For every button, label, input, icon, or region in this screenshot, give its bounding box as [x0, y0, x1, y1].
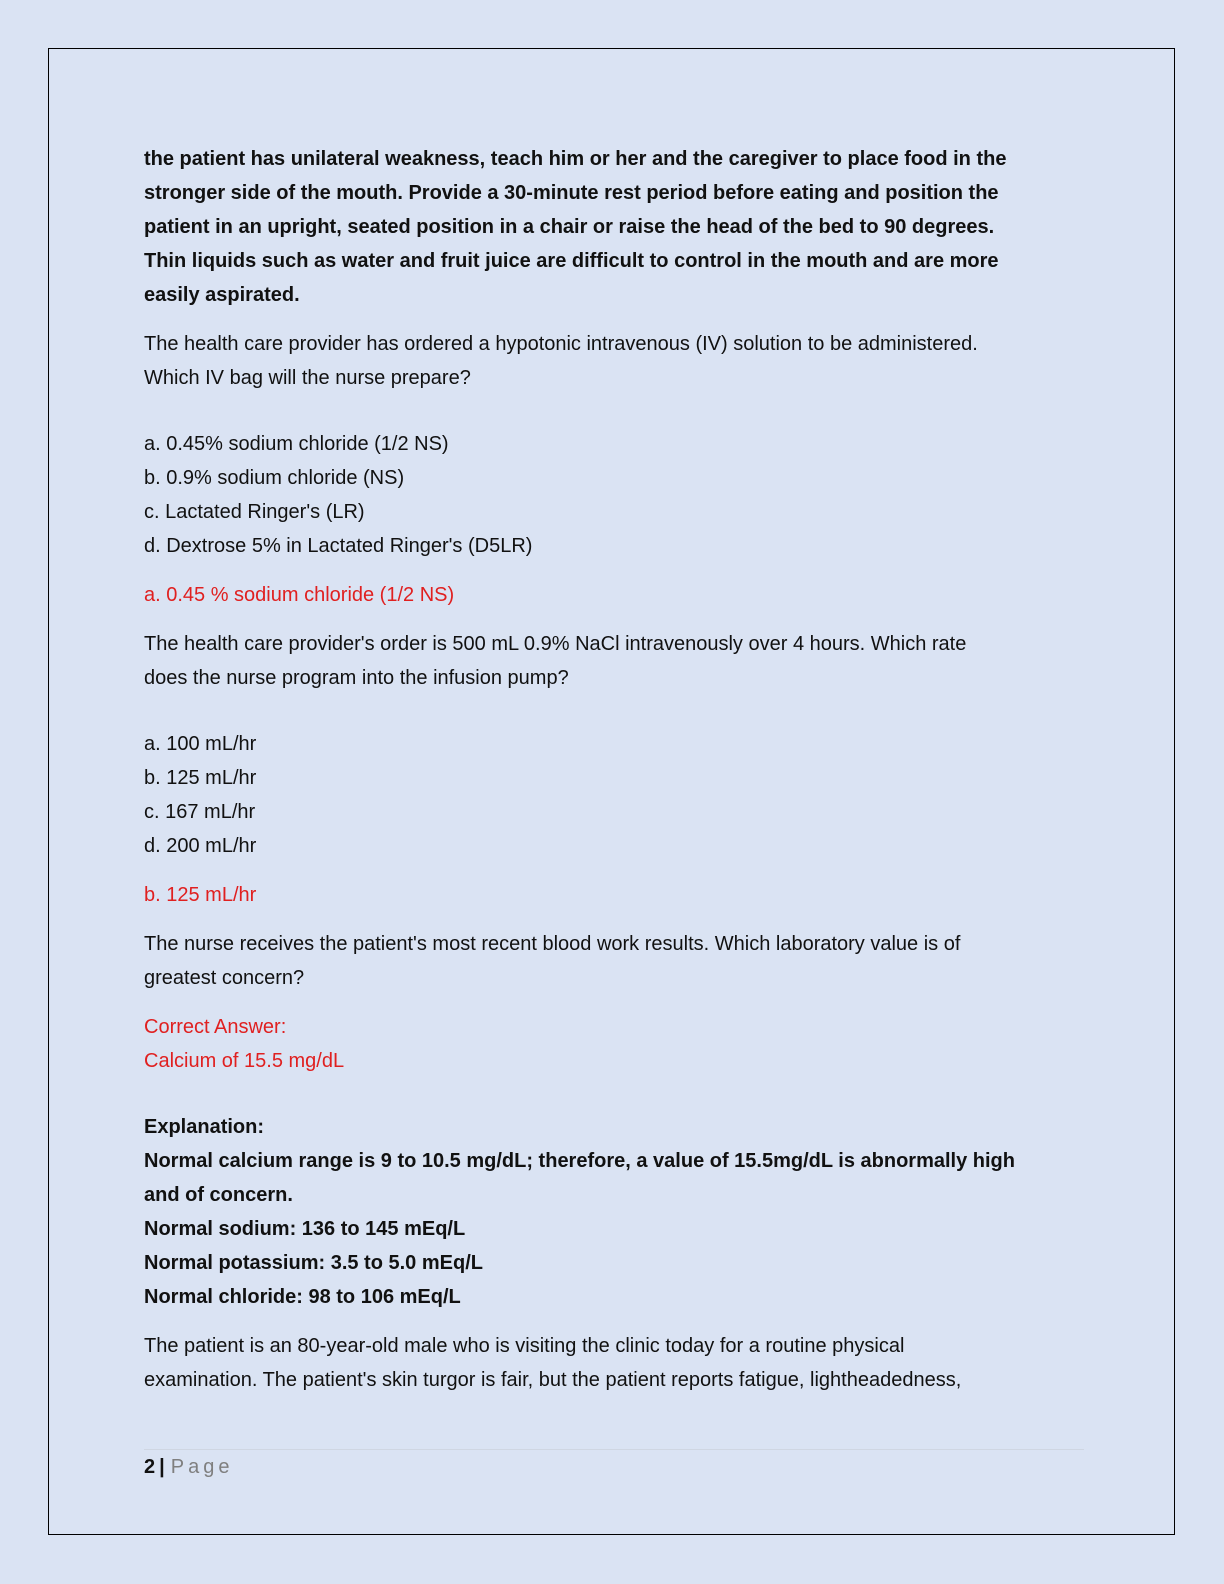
question-3-answer: [144, 1010, 1084, 1110]
text-line: the patient has unilateral weakness, teach him or her and the caregiver to place food in the: [144, 148, 1007, 170]
question-line: The nurse receives the patient's most recent blood work results. Which laboratory value is of: [144, 933, 961, 955]
intro-paragraph: [144, 142, 1084, 312]
answer-option: b. 125 mL/hr: [144, 767, 257, 789]
question-4: [144, 1329, 1084, 1397]
question-1: [144, 327, 1084, 563]
answer-option: d. Dextrose 5% in Lactated Ringer's (D5LR): [144, 535, 533, 557]
answer-option: b. 0.9% sodium chloride (NS): [144, 467, 405, 489]
question-3: [144, 927, 1084, 995]
text-line: stronger side of the mouth. Provide a 30-minute rest period before eating and position the: [144, 182, 999, 204]
page-number: 2: [144, 1456, 156, 1478]
page-footer: [144, 1452, 233, 1482]
page-label: Page: [170, 1456, 234, 1478]
answer-option: c. 167 mL/hr: [144, 801, 256, 823]
question-line: examination. The patient's skin turgor is fair, but the patient reports fatigue, lightheadedness,: [144, 1369, 962, 1391]
correct-answer-label: Correct Answer:: [144, 1016, 287, 1038]
text-line: easily aspirated.: [144, 284, 300, 306]
footer-separator: |: [159, 1456, 165, 1478]
answer-option: c. Lactated Ringer's (LR): [144, 501, 365, 523]
explanation-line: Normal calcium range is 9 to 10.5 mg/dL; therefore, a value of 15.5mg/dL is abnormally high: [144, 1150, 1015, 1172]
question-2-answer: b. 125 mL/hr: [144, 884, 257, 906]
explanation-heading: Explanation:: [144, 1116, 265, 1138]
text-line: patient in an upright, seated position in a chair or raise the head of the bed to 90 degrees.: [144, 216, 995, 238]
explanation-line: Normal potassium: 3.5 to 5.0 mEq/L: [144, 1252, 483, 1274]
question-line: The health care provider has ordered a hypotonic intravenous (IV) solution to be administered.: [144, 333, 978, 355]
question-line: The patient is an 80-year-old male who is visiting the clinic today for a routine physical: [144, 1335, 905, 1357]
explanation: [144, 1110, 1084, 1314]
footer-divider: [144, 1449, 1084, 1450]
document-body: [144, 142, 1084, 1412]
text-line: Thin liquids such as water and fruit juice are difficult to control in the mouth and are more: [144, 250, 999, 272]
explanation-line: and of concern.: [144, 1184, 293, 1206]
spacer: [144, 1078, 1084, 1110]
answer-option: a. 0.45% sodium chloride (1/2 NS): [144, 433, 449, 455]
question-line: does the nurse program into the infusion pump?: [144, 667, 569, 689]
answer-option: d. 200 mL/hr: [144, 835, 257, 857]
question-2: [144, 627, 1084, 863]
correct-answer-value: Calcium of 15.5 mg/dL: [144, 1050, 345, 1072]
question-line: greatest concern?: [144, 967, 305, 989]
question-line: Which IV bag will the nurse prepare?: [144, 367, 471, 389]
explanation-line: Normal chloride: 98 to 106 mEq/L: [144, 1286, 461, 1308]
question-line: The health care provider's order is 500 mL 0.9% NaCl intravenously over 4 hours. Which rate: [144, 633, 967, 655]
answer-option: a. 100 mL/hr: [144, 733, 257, 755]
spacer: [144, 395, 1084, 427]
explanation-line: Normal sodium: 136 to 145 mEq/L: [144, 1218, 466, 1240]
question-1-answer: a. 0.45 % sodium chloride (1/2 NS): [144, 584, 455, 606]
spacer: [144, 695, 1084, 727]
